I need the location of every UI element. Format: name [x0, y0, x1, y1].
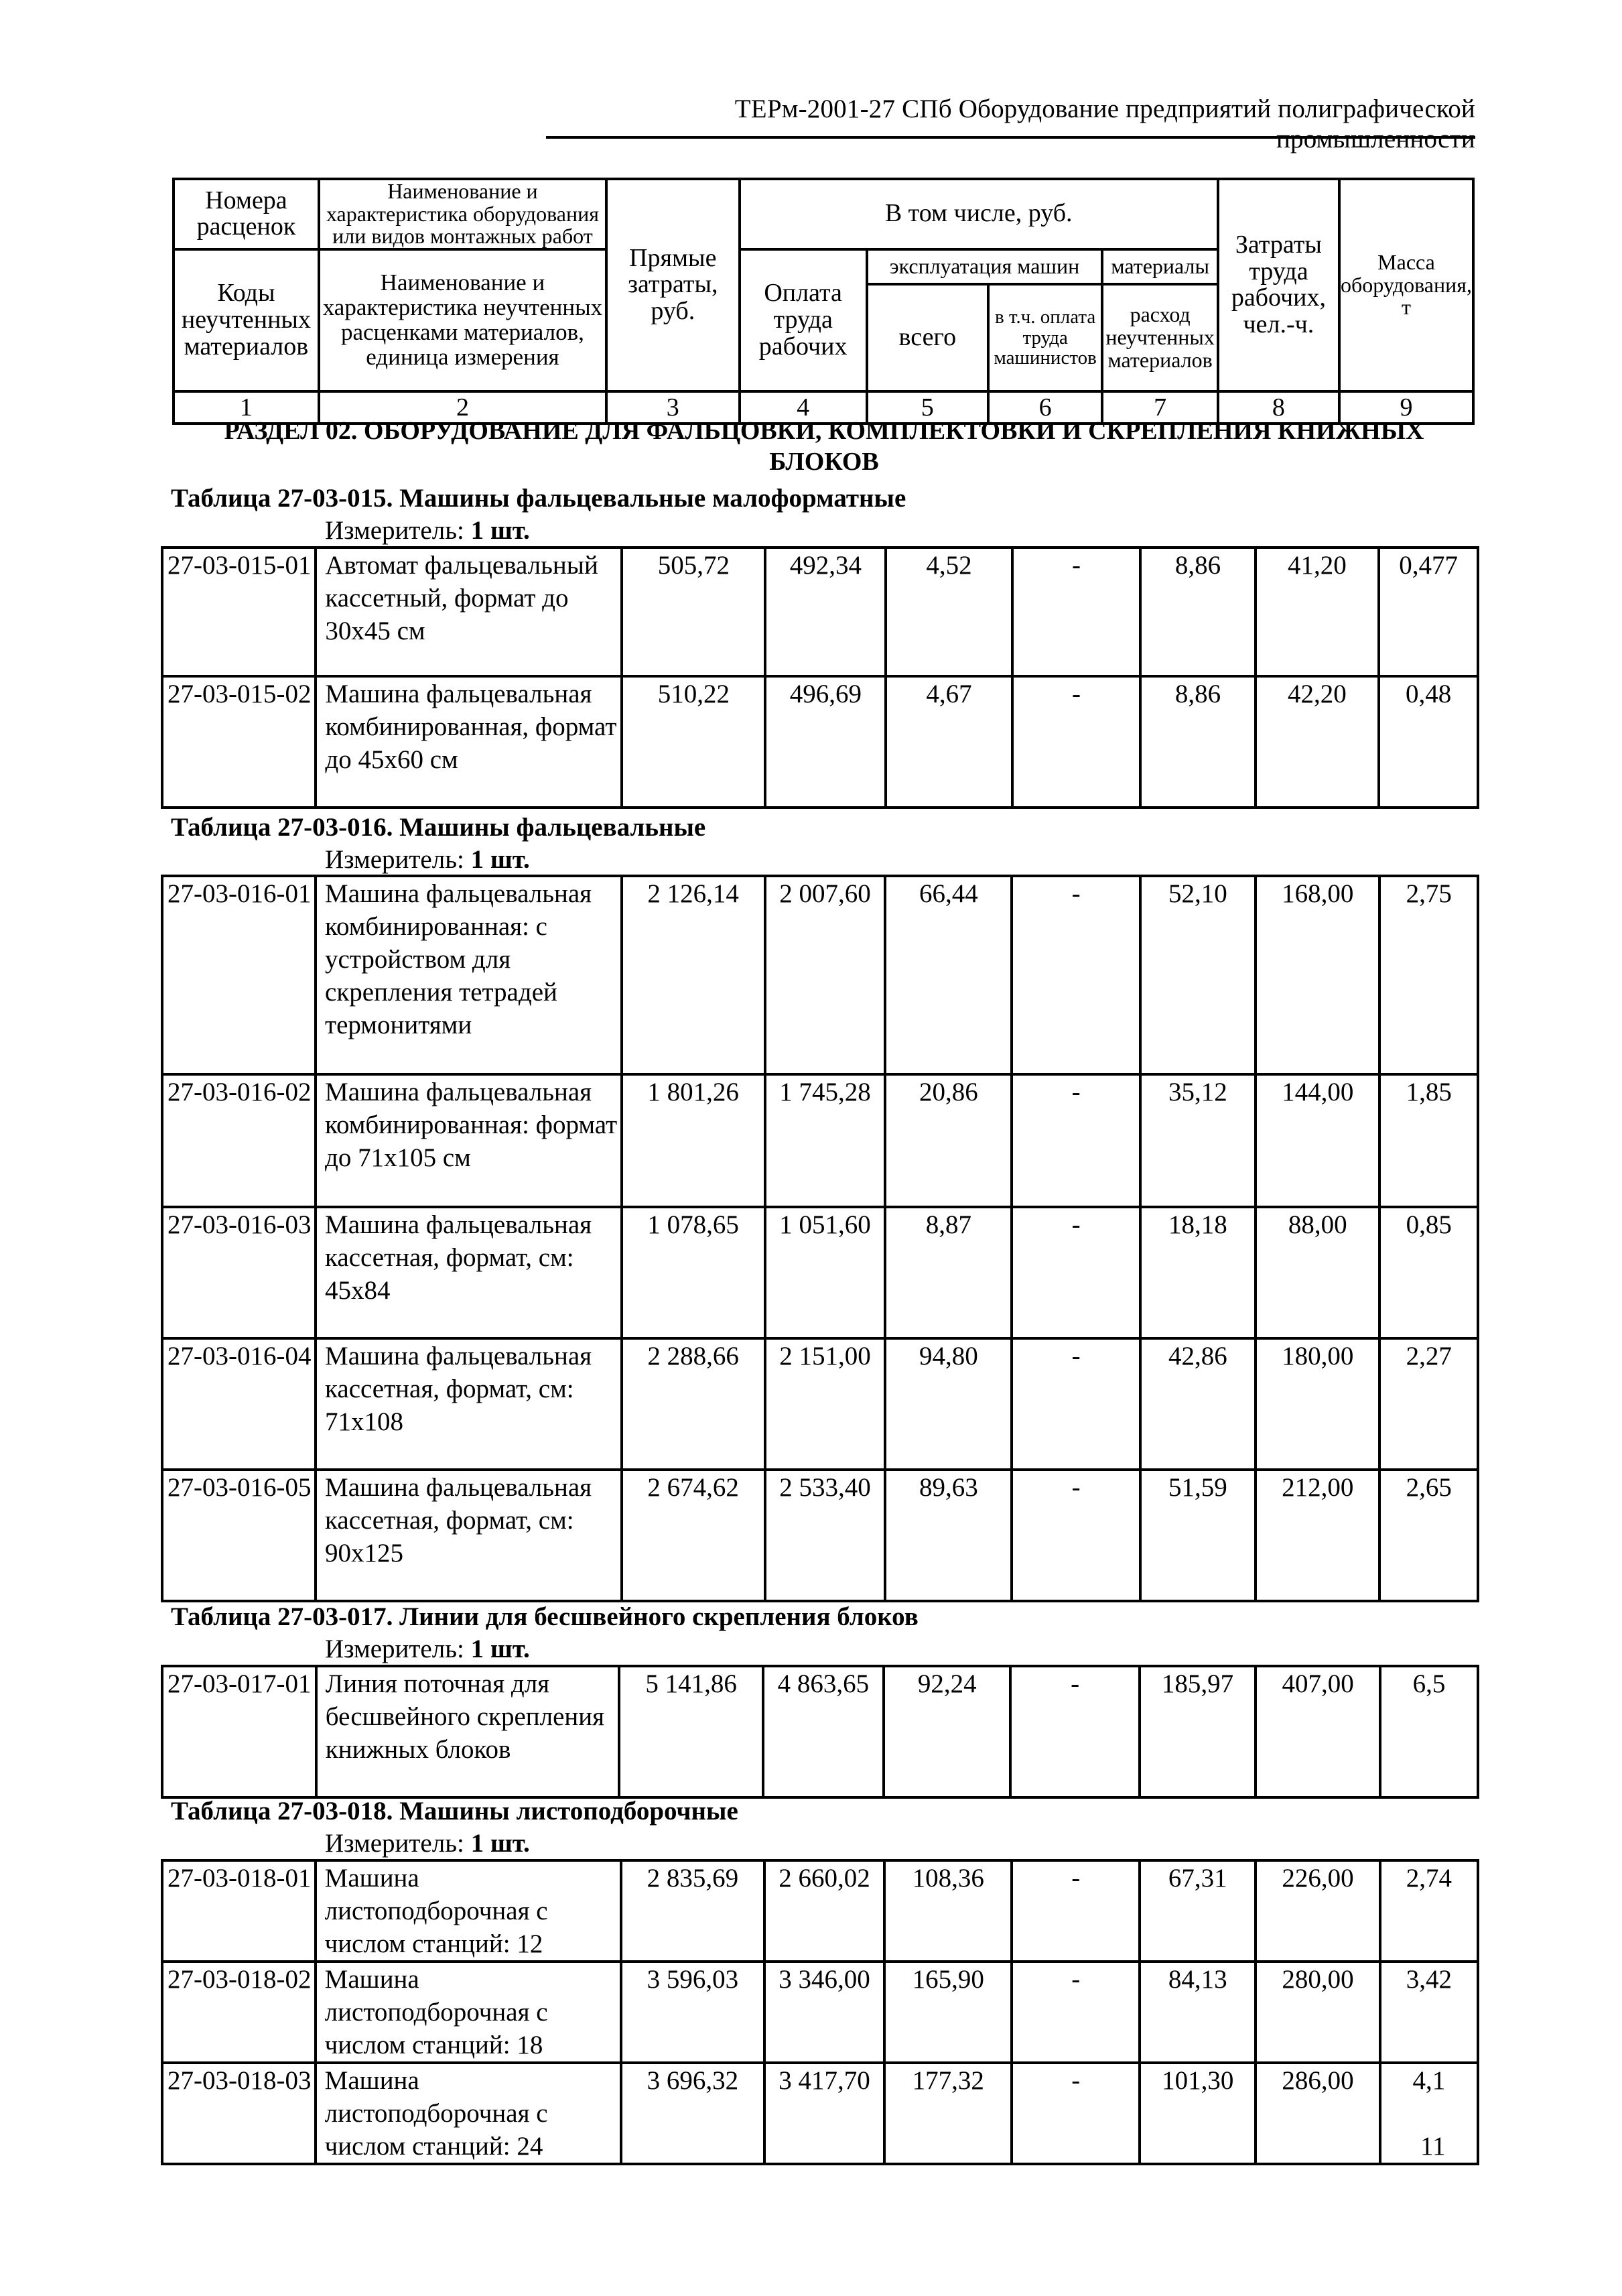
equipment-mass: 0,477: [1379, 548, 1478, 676]
header-material-codes: Коды неучтенных материалов: [174, 249, 319, 391]
labor-pay: 2 007,60: [765, 876, 886, 1074]
header-rate-numbers: Номера расценок: [174, 179, 319, 249]
operators-pay: -: [1012, 876, 1140, 1074]
labor-hours: 88,00: [1256, 1207, 1379, 1338]
labor-hours: 42,20: [1256, 676, 1379, 808]
rate-code: 27-03-015-02: [162, 676, 316, 808]
rate-name: Машина фальцевальная кассетная, формат, см: 45х84: [316, 1207, 622, 1338]
column-number: 1: [174, 391, 319, 424]
materials: 84,13: [1140, 1962, 1256, 2063]
rate-name: Машина фальцевальная кассетная, формат, см: 71х108: [316, 1338, 622, 1470]
labor-pay: 2 660,02: [764, 1860, 885, 1962]
materials: 42,86: [1140, 1338, 1256, 1470]
materials: 18,18: [1140, 1207, 1256, 1338]
rate-code: 27-03-018-02: [162, 1962, 316, 2063]
column-number: 7: [1102, 391, 1217, 424]
machines-total: 177,32: [884, 2063, 1012, 2164]
operators-pay: -: [1012, 1860, 1140, 1962]
rates-table: [161, 1859, 1479, 2165]
table-title: Таблица 27-03-018. Машины листоподборочные: [171, 1797, 738, 1826]
operators-pay: -: [1012, 1962, 1140, 2063]
equipment-mass: 4,1: [1380, 2063, 1478, 2164]
column-number: 3: [606, 391, 740, 424]
direct-costs: 2 288,66: [622, 1338, 765, 1470]
header-machines: эксплуатация машин: [867, 249, 1103, 284]
rate-code: 27-03-018-03: [162, 2063, 316, 2164]
unit-label: Измеритель:: [325, 516, 464, 545]
labor-hours: 212,00: [1256, 1470, 1379, 1601]
rate-code: 27-03-017-01: [162, 1666, 316, 1797]
table-title: Таблица 27-03-015. Машины фальцевальные малоформатные: [171, 484, 906, 513]
unit-label: Измеритель:: [325, 1829, 464, 1858]
table-row: [162, 1338, 1478, 1470]
rates-table: [161, 1665, 1479, 1799]
labor-hours: 180,00: [1256, 1338, 1379, 1470]
header-mass: Масса оборудования, т: [1339, 179, 1473, 391]
page-number: 11: [1420, 2132, 1446, 2161]
table-row: [162, 1666, 1478, 1797]
table-row: [162, 1207, 1478, 1338]
machines-total: 20,86: [885, 1074, 1012, 1207]
unit-value: 1 шт.: [470, 1829, 530, 1858]
table-row: [162, 676, 1478, 808]
direct-costs: 5 141,86: [619, 1666, 762, 1797]
labor-pay: 3 417,70: [764, 2063, 885, 2164]
column-number: 2: [319, 391, 606, 424]
rate-code: 27-03-016-04: [162, 1338, 316, 1470]
table-row: [162, 1470, 1478, 1601]
column-number: 8: [1218, 391, 1339, 424]
direct-costs: 510,22: [622, 676, 765, 808]
machines-total: 92,24: [884, 1666, 1011, 1797]
labor-pay: 1 745,28: [765, 1074, 886, 1207]
column-number: 6: [988, 391, 1103, 424]
rates-table: [161, 875, 1479, 1602]
operators-pay: -: [1012, 2063, 1140, 2164]
rate-code: 27-03-016-05: [162, 1470, 316, 1601]
materials: 67,31: [1140, 1860, 1256, 1962]
labor-hours: 144,00: [1256, 1074, 1379, 1207]
labor-hours: 168,00: [1256, 876, 1379, 1074]
direct-costs: 1 801,26: [622, 1074, 765, 1207]
materials: 101,30: [1140, 2063, 1256, 2164]
unit-line: [325, 1634, 530, 1664]
machines-total: 66,44: [885, 876, 1012, 1074]
materials: 8,86: [1140, 676, 1255, 808]
header-materials-consumption: расход неучтенных материалов: [1102, 284, 1217, 391]
header-rule: [546, 136, 1475, 139]
operators-pay: -: [1012, 1074, 1140, 1207]
unit-line: [325, 844, 530, 875]
labor-pay: 2 151,00: [765, 1338, 886, 1470]
header-operators-pay: в т.ч. оплата труда машинистов: [988, 284, 1103, 391]
direct-costs: 2 126,14: [622, 876, 765, 1074]
direct-costs: 3 696,32: [621, 2063, 764, 2164]
operators-pay: -: [1010, 1666, 1139, 1797]
machines-total: 4,67: [886, 676, 1012, 808]
header-material-name: Наименование и характеристика неучтенных расценками материалов, единица измерения: [319, 249, 606, 391]
operators-pay: -: [1012, 1470, 1140, 1601]
materials: 8,86: [1140, 548, 1255, 676]
materials: 185,97: [1140, 1666, 1256, 1797]
header-materials: материалы: [1102, 249, 1217, 284]
header-machines-total: всего: [867, 284, 988, 391]
machines-total: 4,52: [886, 548, 1012, 676]
rate-code: 27-03-016-01: [162, 876, 316, 1074]
header-in-total: В том числе, руб.: [740, 179, 1218, 249]
rate-name: Машина фальцевальная комбинированная: формат до 71х105 см: [316, 1074, 622, 1207]
equipment-mass: 3,42: [1380, 1962, 1478, 2063]
rate-code: 27-03-016-03: [162, 1207, 316, 1338]
machines-total: 89,63: [885, 1470, 1012, 1601]
materials: 35,12: [1140, 1074, 1256, 1207]
labor-pay: 1 051,60: [765, 1207, 886, 1338]
labor-pay: 496,69: [765, 676, 886, 808]
section-title: РАЗДЕЛ 02. ОБОРУДОВАНИЕ ДЛЯ ФАЛЬЦОВКИ, КОМПЛЕКТОВКИ И СКРЕПЛЕНИЯ КНИЖНЫХ БЛОКОВ: [224, 417, 1424, 476]
table-title: Таблица 27-03-016. Машины фальцевальные: [171, 813, 706, 842]
header-labor-pay: Оплата труда рабочих: [740, 249, 867, 391]
materials: 52,10: [1140, 876, 1256, 1074]
labor-pay: 2 533,40: [765, 1470, 886, 1601]
rate-name: Автомат фальцевальный кассетный, формат до 30х45 см: [316, 548, 622, 676]
equipment-mass: 2,74: [1380, 1860, 1478, 1962]
machines-total: 8,87: [885, 1207, 1012, 1338]
equipment-mass: 2,75: [1379, 876, 1478, 1074]
unit-label: Измеритель:: [325, 845, 464, 874]
rate-name: Машина фальцевальная комбинированная: с устройством для скрепления тетрадей термонитями: [316, 876, 622, 1074]
labor-pay: 3 346,00: [764, 1962, 885, 2063]
labor-hours: 226,00: [1256, 1860, 1379, 1962]
labor-hours: 41,20: [1256, 548, 1379, 676]
running-head: ТЕРм-2001-27 СПб Оборудование предприятий полиграфической промышленности: [734, 94, 1475, 153]
unit-label: Измеритель:: [325, 1635, 464, 1663]
unit-line: [325, 515, 530, 546]
labor-pay: 4 863,65: [763, 1666, 884, 1797]
rate-name: Машина листоподборочная с числом станций: 24: [316, 2063, 621, 2164]
table-row: [162, 1962, 1478, 2063]
table-row: [162, 2063, 1478, 2164]
machines-total: 94,80: [885, 1338, 1012, 1470]
equipment-mass: 1,85: [1379, 1074, 1478, 1207]
equipment-mass: 0,48: [1379, 676, 1478, 808]
equipment-mass: 0,85: [1379, 1207, 1478, 1338]
operators-pay: -: [1012, 548, 1141, 676]
table-row: [162, 1860, 1478, 1962]
direct-costs: 3 596,03: [621, 1962, 764, 2063]
unit-line: [325, 1828, 530, 1858]
direct-costs: 2 674,62: [622, 1470, 765, 1601]
rate-name: Линия поточная для бесшвейного скрепления книжных блоков: [316, 1666, 620, 1797]
column-header-table: [172, 178, 1475, 425]
operators-pay: -: [1012, 1338, 1140, 1470]
rates-table: [161, 546, 1479, 809]
header-direct-costs: Прямые затраты, руб.: [606, 179, 740, 391]
equipment-mass: 6,5: [1380, 1666, 1478, 1797]
rate-code: 27-03-018-01: [162, 1860, 316, 1962]
machines-total: 108,36: [884, 1860, 1012, 1962]
labor-hours: 286,00: [1256, 2063, 1379, 2164]
direct-costs: 2 835,69: [621, 1860, 764, 1962]
direct-costs: 1 078,65: [622, 1207, 765, 1338]
operators-pay: -: [1012, 1207, 1140, 1338]
header-equipment-name: Наименование и характеристика оборудования или видов монтажных работ: [319, 179, 606, 249]
table-title: Таблица 27-03-017. Линии для бесшвейного скрепления блоков: [171, 1602, 919, 1631]
equipment-mass: 2,65: [1379, 1470, 1478, 1601]
header-labor-hours: Затраты труда рабочих, чел.-ч.: [1218, 179, 1339, 391]
rate-name: Машина листоподборочная с числом станций: 18: [316, 1962, 621, 2063]
column-number: 9: [1339, 391, 1473, 424]
operators-pay: -: [1012, 676, 1141, 808]
direct-costs: 505,72: [622, 548, 765, 676]
rate-name: Машина фальцевальная комбинированная, формат до 45х60 см: [316, 676, 622, 808]
materials: 51,59: [1140, 1470, 1256, 1601]
machines-total: 165,90: [884, 1962, 1012, 2063]
rate-name: Машина фальцевальная кассетная, формат, см: 90х125: [316, 1470, 622, 1601]
column-number: 4: [740, 391, 867, 424]
labor-hours: 280,00: [1256, 1962, 1379, 2063]
table-row: [162, 876, 1478, 1074]
unit-value: 1 шт.: [470, 845, 530, 874]
table-row: [162, 1074, 1478, 1207]
labor-hours: 407,00: [1256, 1666, 1380, 1797]
unit-value: 1 шт.: [470, 516, 530, 545]
column-number: 5: [867, 391, 988, 424]
rate-name: Машина листоподборочная с числом станций: 12: [316, 1860, 621, 1962]
equipment-mass: 2,27: [1379, 1338, 1478, 1470]
table-row: [162, 548, 1478, 676]
rate-code: 27-03-015-01: [162, 548, 316, 676]
labor-pay: 492,34: [765, 548, 886, 676]
rate-code: 27-03-016-02: [162, 1074, 316, 1207]
unit-value: 1 шт.: [470, 1635, 530, 1663]
